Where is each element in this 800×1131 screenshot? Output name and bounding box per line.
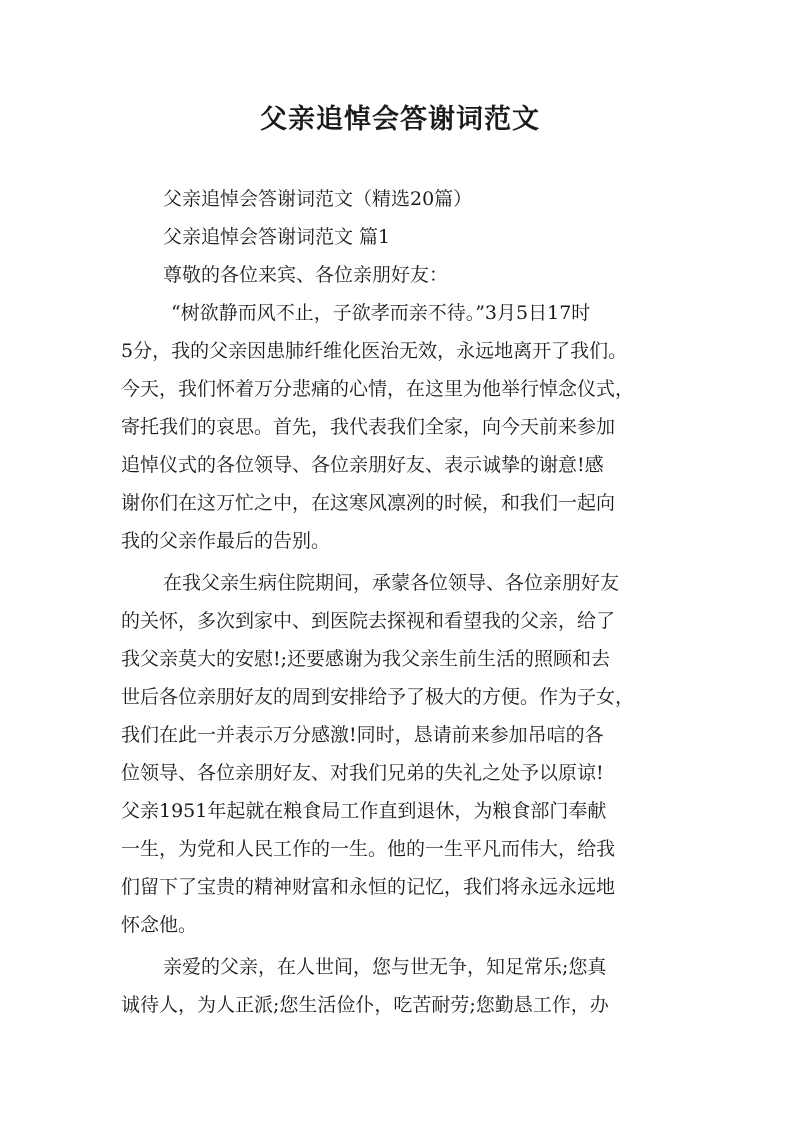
paragraph-line: 父亲1951年起就在粮食局工作直到退休，为粮食部门奉献 [121,800,607,822]
paragraph-line: 诚待人，为人正派;您生活俭仆，吃苦耐劳;您勤恳工作，办 [121,994,609,1016]
paragraph-line: 在我父亲生病住院期间，承蒙各位领导、各位亲朋好友 [163,572,620,594]
salutation-line: 尊敬的各位来宾、各位亲朋好友： [163,264,449,286]
document-body [121,180,681,1024]
paragraph-line: 的关怀，多次到家中、到医院去探视和看望我的父亲，给了 [121,610,616,632]
paragraph-line: 位领导、各位亲朋好友、对我们兄弟的失礼之处予以原谅! [121,762,604,784]
section-heading: 父亲追悼会答谢词范文 篇1 [163,226,391,248]
paragraph-line: 世后各位亲朋好友的周到安排给予了极大的方便。作为子女， [121,686,635,708]
paragraph-line: 怀念他。 [121,914,198,936]
paragraph-line: 我父亲莫大的安慰!;还要感谢为我父亲生前生活的照顾和去 [121,648,611,670]
paragraph-line: 们留下了宝贵的精神财富和永恒的记忆，我们将永远永远地 [121,876,616,898]
paragraph-line: 寄托我们的哀思。首先，我代表我们全家，向今天前来参加 [121,416,616,438]
document-title: 父亲追悼会答谢词范文 [260,104,540,135]
paragraph-line: 我的父亲作最后的告别。 [121,530,331,552]
paragraph-line: 一生，为党和人民工作的一生。他的一生平凡而伟大，给我 [121,838,616,860]
paragraph-line: 谢你们在这万忙之中，在这寒风凛冽的时候，和我们一起向 [121,492,616,514]
paragraph-line: 我们在此一并表示万分感激!同时，恳请前来参加吊唁的各 [121,724,604,746]
subtitle-line: 父亲追悼会答谢词范文（精选20篇） [163,188,473,210]
paragraph-line: 亲爱的父亲，在人世间，您与世无争，知足常乐;您真 [163,956,607,978]
paragraph-line: 追悼仪式的各位领导、各位亲朋好友、表示诚挚的谢意!感 [121,454,604,476]
paragraph-line: 5分，我的父亲因患肺纤维化医治无效，永远地离开了我们。 [121,340,628,362]
paragraph-line: 今天，我们怀着万分悲痛的心情，在这里为他举行悼念仪式， [121,378,635,400]
paragraph-line: “树欲静而风不止，子欲孝而亲不待。”3月5日17时 [171,302,591,324]
